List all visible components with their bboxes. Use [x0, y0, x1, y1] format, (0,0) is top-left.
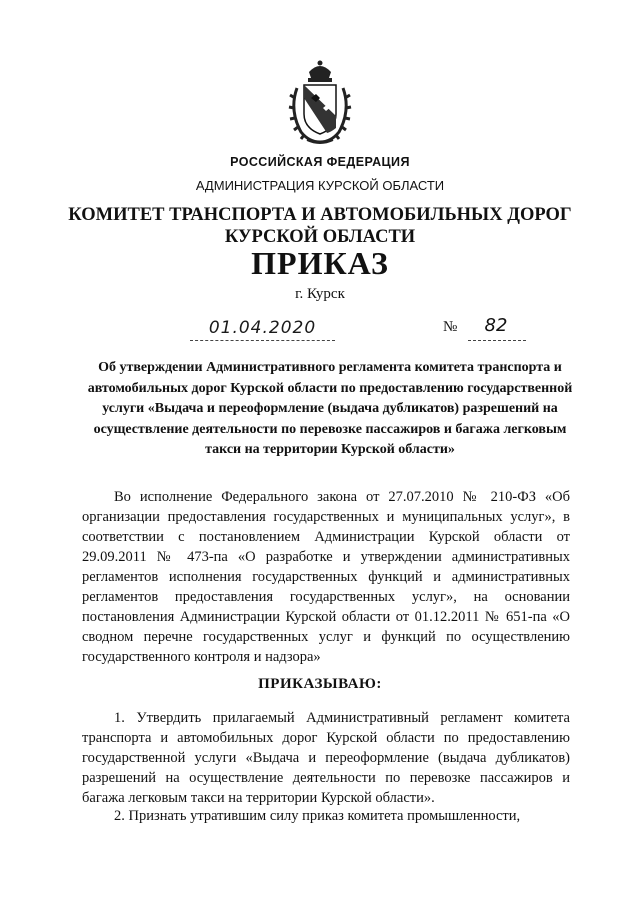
date-underline — [190, 340, 335, 341]
document-type-title: ПРИКАЗ — [251, 245, 389, 281]
country-heading: РОССИЙСКАЯ ФЕДЕРАЦИЯ — [230, 155, 410, 169]
order-word: ПРИКАЗЫВАЮ: — [258, 676, 382, 692]
order-item-2: 2. Признать утратившим силу приказ комитета промышленности, — [114, 808, 521, 824]
order-subject: Об утверждении Административного регламента комитета транспорта и автомобильных дорог Курской области по предоставлению государственной услуги «Выдача и переоформление (выдача дубликатов) разрешений на осуществление деятельности по перевозке пассажиров и багажа легковым такси на территории Курской области» — [87, 360, 573, 457]
number-underline — [468, 340, 526, 341]
order-date: 01.04.2020 — [208, 318, 317, 338]
committee-heading — [0, 204, 640, 248]
order-item-1: 1. Утвердить прилагаемый Административный регламент комитета транспорта и автомобильных дорог Курской области по предоставлению государственной услуги «Выдача и переоформление (выдача дубликатов) разрешений на осуществление деятельности по перевозке пассажиров и багажа легковым такси на территории Курской области». — [82, 710, 570, 806]
administration-heading: АДМИНИСТРАЦИЯ КУРСКОЙ ОБЛАСТИ — [195, 178, 445, 193]
city-label: г. Курск — [295, 286, 345, 302]
number-sign: № — [443, 319, 458, 335]
order-number: 82 — [484, 315, 508, 336]
committee-line-1: КОМИТЕТ ТРАНСПОРТА И АВТОМОБИЛЬНЫХ ДОРОГ — [68, 205, 572, 225]
preamble-paragraph: Во исполнение Федерального закона от 27.07.2010 № 210-ФЗ «Об организации предоставления государственных и муниципальных услуг», в соответствии с постановлением Администрации Курской области от 29.09.2011 № 473-па «О разработке и утверждении административных регламентов исполнения государственных функций и административных регламентов предоставления государственных услуг», на основании постановления Администрации Курской области от 01.12.2011 № 651-па «О сводном перечне государственных услуг и функций по осуществлению государственного контроля и надзора» — [82, 489, 570, 665]
committee-line-2: КУРСКОЙ ОБЛАСТИ — [224, 227, 416, 247]
coat-of-arms-icon — [287, 58, 353, 146]
